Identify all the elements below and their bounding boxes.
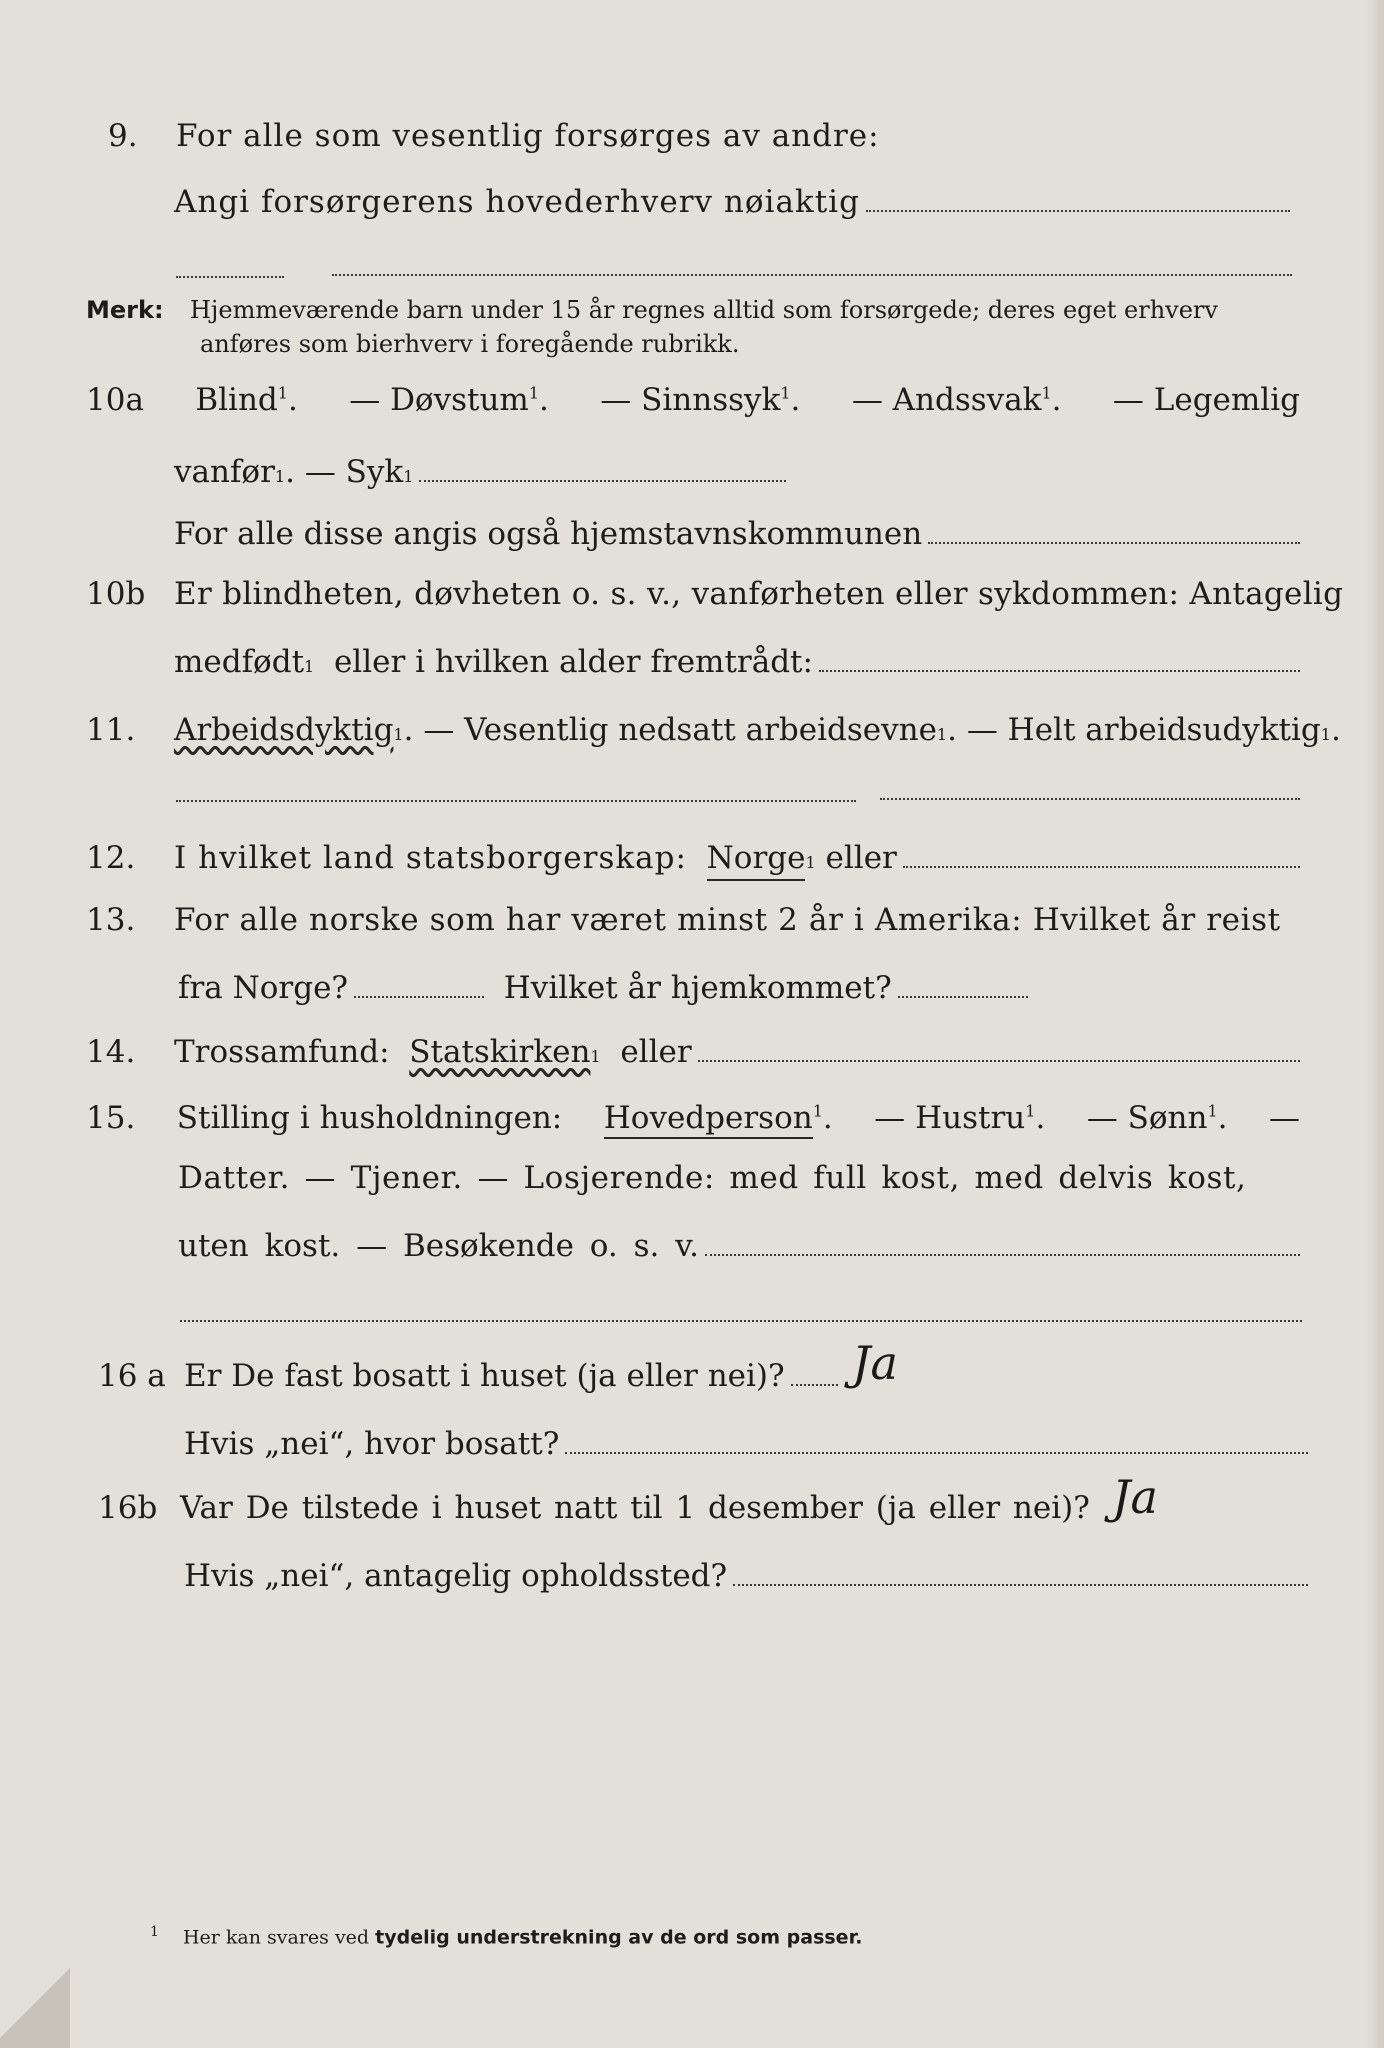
q9-number: 9.: [108, 118, 138, 154]
q11-field-a[interactable]: [176, 800, 856, 802]
q15-label: Stilling i husholdningen:: [176, 1100, 563, 1136]
q14-line: 14. Trossamfund: Statskirken 1 eller: [86, 1032, 1300, 1072]
q10a-syk-field[interactable]: [419, 480, 786, 482]
footnote-text: Her kan svares ved: [182, 1926, 370, 1949]
q16b-text: Var De tilstede i huset natt til 1 desember (ja eller nei)?: [180, 1490, 1090, 1526]
q13-number: 13.: [86, 902, 136, 938]
q10a-number: 10a: [86, 382, 144, 418]
footnote: [150, 1924, 862, 1948]
q16a-text: Er De fast bosatt i huset (ja eller nei)?: [184, 1358, 785, 1394]
q10a-opt-syk: — Syk: [304, 454, 404, 490]
q16b-opphold-field[interactable]: [733, 1584, 1308, 1586]
q15-text2: Datter. — Tjener. — Losjerende: med full kost, med delvis kost,: [178, 1160, 1247, 1196]
sup-mark: 1: [528, 383, 540, 403]
q12-field[interactable]: [903, 866, 1300, 868]
merk-line1: [86, 294, 1218, 326]
q16b-line1: [98, 1488, 1098, 1528]
q11-line: 11. Arbeidsdyktig 1 . — Vesentlig nedsatt arbeidsevne 1 . — Helt arbeidsudyktig 1 .: [86, 712, 1341, 748]
q11-number: 11.: [86, 712, 136, 748]
q11-opt-udyktig: — Helt arbeidsudyktig: [966, 712, 1321, 748]
q10a-line2: vanfør 1 . — Syk 1: [174, 452, 786, 492]
sup-mark: 1: [780, 383, 791, 403]
q10a-opt-dovstum: — Døvstum: [349, 382, 529, 418]
merk-label: Merk:: [86, 296, 164, 324]
q9-text2: Angi forsørgerens hovederhverv nøiaktig: [174, 184, 860, 220]
q14-opt-statskirken: Statskirken: [409, 1034, 591, 1070]
sup-mark: 1: [1207, 1101, 1218, 1121]
q10a-opt-andssvak: — Andssvak: [851, 382, 1042, 418]
merk-line2: [200, 328, 739, 360]
q10b-opt-medfodt: medfødt: [174, 644, 305, 680]
q14-field[interactable]: [698, 1060, 1300, 1062]
q13-reist-label: fra Norge?: [178, 970, 349, 1006]
q11-field-b[interactable]: [880, 798, 1300, 800]
q12-eller: eller: [825, 840, 897, 876]
q10a-hjemstavn-field[interactable]: [928, 542, 1300, 544]
q9-line1: [108, 116, 880, 156]
q15-opt-sonn: — Sønn: [1086, 1100, 1208, 1136]
q12-opt-norge: Norge: [707, 838, 806, 881]
q13-line2: [178, 968, 1028, 1008]
q10a-opt-vanfor: vanfør: [174, 454, 275, 490]
q13-hjemkommet-field[interactable]: [898, 996, 1028, 998]
q15-dash: —: [1269, 1100, 1300, 1136]
q10a-line1: 10a Blind$^1$. — Døvstum$^1$. — Sinnssyk$^1$. — Andssvak$^1$. — Legemlig: [86, 382, 1300, 418]
q10a-line3: [174, 514, 1300, 554]
q10a-opt-sinnssyk: — Sinnssyk: [600, 382, 781, 418]
footnote-mark: 1: [150, 1924, 159, 1940]
q15-number: 15.: [86, 1100, 136, 1136]
q10b-line2: medfødt 1 eller i hvilken alder fremtrådt:: [174, 642, 1300, 682]
sup-mark: 1: [1041, 383, 1052, 403]
q14-number: 14.: [86, 1034, 136, 1070]
q10a-opt-legemlig: — Legemlig: [1112, 382, 1300, 418]
sup-mark: 1: [812, 1101, 823, 1121]
q14-text: Trossamfund:: [174, 1034, 390, 1070]
q16a-line1: [98, 1356, 838, 1396]
q16a-bosatt-field[interactable]: [565, 1452, 1308, 1454]
q11-opt-arbeidsdyktig: Arbeidsdyktig: [174, 712, 394, 748]
q16a-handwritten-answer: Ja: [852, 1336, 898, 1390]
q9-line2: [174, 182, 1290, 222]
merk-text1: Hjemmeværende barn under 15 år regnes alltid som forsørgede; deres eget erhverv: [190, 296, 1218, 324]
q13-hjemkommet-label: Hvilket år hjemkommet?: [503, 970, 892, 1006]
q10b-number: 10b: [86, 576, 146, 612]
q10a-opt-blind: Blind: [195, 382, 278, 418]
merk-text2: anføres som bierhverv i foregående rubrikk.: [200, 330, 740, 358]
q14-eller: eller: [620, 1034, 692, 1070]
q13-line1: [86, 900, 1281, 940]
q16a-line2: [184, 1424, 1308, 1464]
q11-opt-nedsatt: — Vesentlig nedsatt arbeidsevne: [423, 712, 937, 748]
q10b-line1: [86, 574, 1343, 614]
q15-field[interactable]: [705, 1254, 1300, 1256]
q9-answer-field[interactable]: [866, 210, 1290, 212]
q16a-bosatt-label: Hvis „nei“, hvor bosatt?: [184, 1426, 560, 1462]
footnote-bold-text: tydelig understrekning av de ord som passer.: [375, 1926, 863, 1949]
q10b-alder-field[interactable]: [819, 670, 1300, 672]
q15-opt-hovedperson: Hovedperson: [604, 1100, 813, 1139]
q9-answer-field-2a[interactable]: [176, 276, 284, 278]
q16b-line2: [184, 1556, 1308, 1596]
q16b-number: 16b: [98, 1490, 158, 1526]
q13-reist-field[interactable]: [354, 996, 484, 998]
q16b-handwritten-answer: Ja: [1112, 1470, 1158, 1524]
q15-field-2[interactable]: [180, 1320, 1302, 1322]
q16a-field[interactable]: [791, 1384, 838, 1386]
q10b-alder-label: eller i hvilken alder fremtrådt:: [333, 644, 813, 680]
q15-line2: [178, 1158, 1247, 1198]
q13-text1: For alle norske som har været minst 2 år i Amerika: Hvilket år reist: [174, 902, 1281, 938]
q9-text: For alle som vesentlig forsørges av andre:: [176, 118, 880, 154]
q12-text: I hvilket land statsborgerskap:: [174, 840, 687, 876]
q15-line1: 15. Stilling i husholdningen: Hovedperson$^1$. — Hustru$^1$. — Sønn$^1$. —: [86, 1098, 1300, 1138]
q15-line3: [178, 1226, 1300, 1266]
sup-mark: 1: [277, 383, 288, 403]
q12-line: 12. I hvilket land statsborgerskap: Norge 1 eller: [86, 838, 1300, 881]
q10b-text1: Er blindheten, døvheten o. s. v., vanførheten eller sykdommen: Antagelig: [174, 576, 1344, 612]
q16b-opphold-label: Hvis „nei“, antagelig opholdssted?: [184, 1558, 728, 1594]
q16a-number: 16 a: [98, 1358, 166, 1394]
q12-number: 12.: [86, 840, 136, 876]
q10a-hjemstavn-label: For alle disse angis også hjemstavnskommunen: [174, 516, 923, 552]
q9-answer-field-2b[interactable]: [332, 274, 1292, 276]
q15-opt-hustru: — Hustru: [874, 1100, 1026, 1136]
page-corner-crease: [0, 1938, 70, 2048]
sup-mark: 1: [1025, 1101, 1036, 1121]
q15-text3: uten kost. — Besøkende o. s. v.: [178, 1228, 699, 1264]
